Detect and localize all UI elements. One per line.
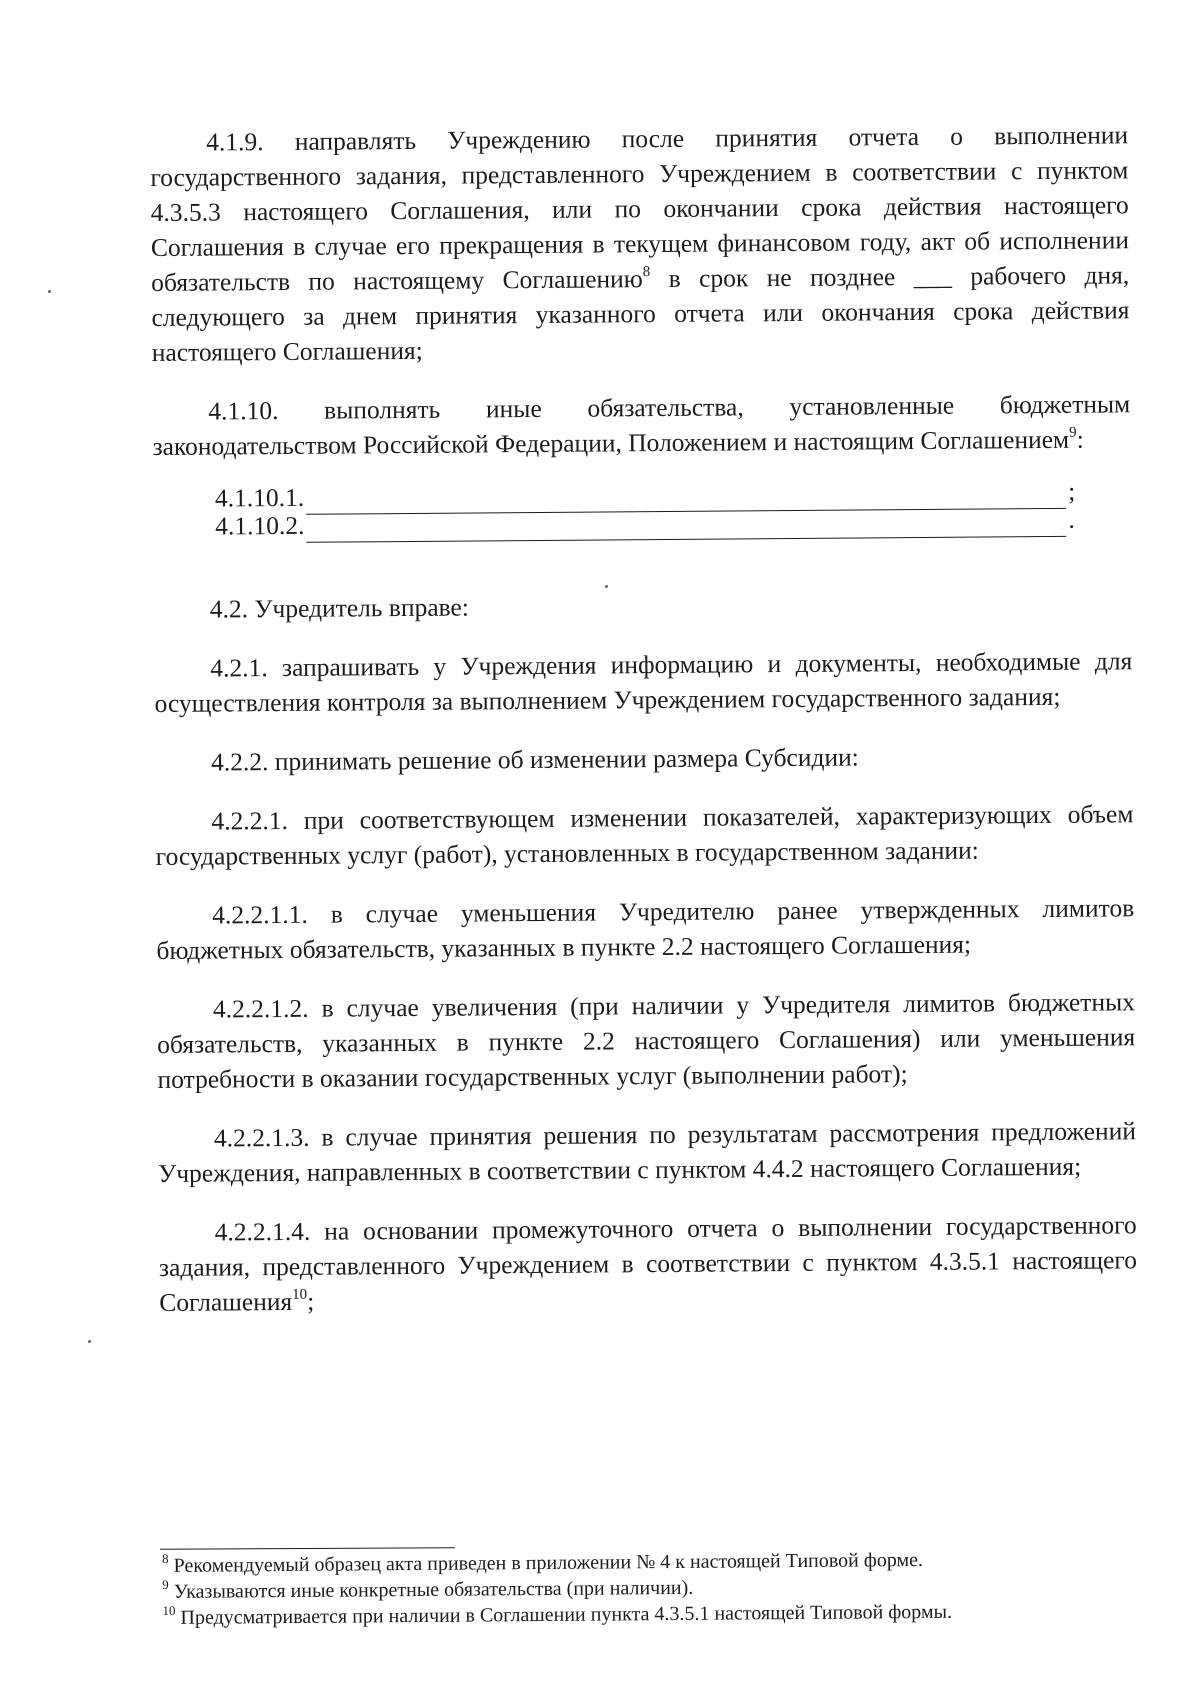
paragraph-4-1-10 xyxy=(152,386,1131,464)
paragraph-4-2-1: 4.2.1. запрашивать у Учреждения информацию и документы, необходимые для осуществления контроля за выполнением Учреждением государственного задания; xyxy=(154,646,1133,718)
scan-speck xyxy=(605,585,608,588)
scan-speck xyxy=(48,290,51,293)
paragraph-4-2-2-1-3: 4.2.2.1.3. в случае принятия решения по результатам рассмотрения предложений Учреждения, направленных в соответствии с пунктом 4.4.2 настоящего Соглашения; xyxy=(158,1116,1137,1188)
blank-line-number: 4.1.10.1. xyxy=(214,482,305,513)
footnote-ref-10: 10 xyxy=(292,1286,308,1303)
document-body xyxy=(150,117,1137,1320)
footnote-ref-9: 9 xyxy=(1069,424,1077,441)
footnotes xyxy=(162,1545,1143,1631)
footnote-ref-8: 8 xyxy=(642,263,651,280)
paragraph-4-2-2-1-4-text: 4.2.2.1.4. на основании промежуточного отчета о выполнении государственного задания, представленного Учреждением в соответствии с пунктом 4.3.5.1 настоящего Соглашения xyxy=(158,1210,1138,1317)
paragraph-4-2-2-1-4 xyxy=(159,1207,1138,1320)
footnote-text: Предусматривается при наличии в Соглашении пункта 4.3.5.1 настоящей Типовой формы. xyxy=(175,1600,953,1629)
paragraph-4-2-2-1-4-tail: ; xyxy=(307,1286,315,1316)
footnote-marker: 9 xyxy=(162,1577,169,1593)
blank-line-end: . xyxy=(1068,504,1075,534)
paragraph-4-2-2-1-2: 4.2.2.1.2. в случае увеличения (при наличии у Учредителя лимитов бюджетных обязательств, указанных в пункте 2.2 настоящего Соглашения) или уменьшения потребности в оказании государственных услуг (выполнении работ); xyxy=(157,987,1136,1094)
footnote-marker: 10 xyxy=(162,1603,176,1619)
blank-items xyxy=(153,476,1131,544)
paragraph-4-1-9-text: 4.1.9. направлять Учреждению после принятия отчета о выполнении государственного задания, представленного Учреждением в соответствии с пунктом 4.3.5.3 настоящего Соглашения, или по окончании срока действия настоящего Соглашения в случае его прекращения в текущем финансовом году, акт об исполнении обязательств по настоящему Соглашению xyxy=(150,120,1130,297)
scan-speck xyxy=(88,1340,91,1343)
footnote-marker: 8 xyxy=(161,1551,169,1567)
paragraph-4-2-2-1: 4.2.2.1. при соответствующем изменении показателей, характеризующих объем государственных услуг (работ), установленных в государственном задании: xyxy=(155,799,1134,871)
blank-line-end: ; xyxy=(1068,476,1076,506)
paragraph-4-1-9 xyxy=(150,117,1130,370)
footnote-text: Рекомендуемый образец акта приведен в приложении № 4 к настоящей Типовой форме. xyxy=(168,1549,924,1577)
paragraph-4-2: 4.2. Учредитель вправе: xyxy=(209,592,470,624)
paragraph-4-2-2-1-1: 4.2.2.1.1. в случае уменьшения Учредителю ранее утвержденных лимитов бюджетных обязательств, указанных в пункте 2.2 настоящего Соглашения; xyxy=(156,893,1135,965)
footnote-separator xyxy=(160,1547,455,1550)
paragraph-4-1-10-text: 4.1.10. выполнять иные обязательства, установленные бюджетным законодательством Российской Федерации, Положением и настоящим Соглашением xyxy=(152,389,1131,461)
paragraph-4-1-9-tail: в срок не позднее ___ рабочего дня, следующего за днем принятия указанного отчета или окончания срока действия настоящего Соглашения; xyxy=(151,260,1130,367)
footnote-text: Указываются иные конкретные обязательства (при наличии). xyxy=(168,1576,694,1603)
paragraph-4-2-2: 4.2.2. принимать решение об изменении размера Субсидии: xyxy=(210,742,859,777)
blank-line-number: 4.1.10.2. xyxy=(215,510,305,541)
paragraph-4-1-10-tail: : xyxy=(1076,424,1084,454)
